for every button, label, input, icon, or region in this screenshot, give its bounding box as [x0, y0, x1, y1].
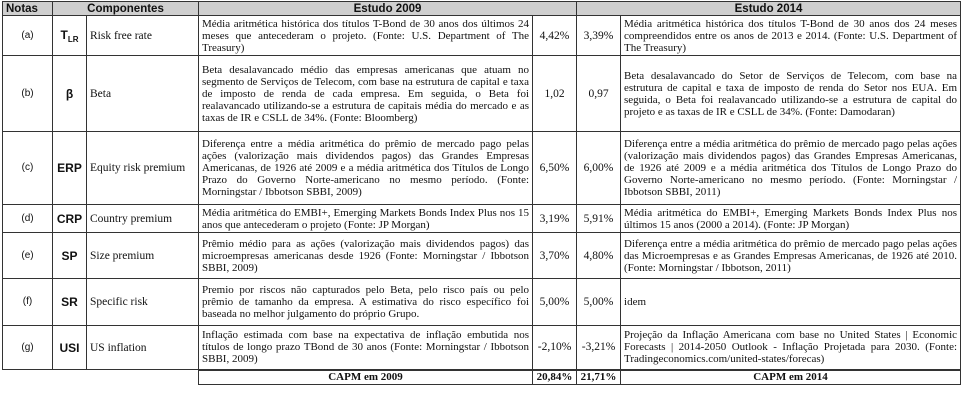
row-value-2009: 4,42%	[533, 16, 577, 56]
row-value-2009: -2,10%	[533, 326, 577, 370]
footer-blank	[53, 370, 87, 385]
row-value-2014: 3,39%	[577, 16, 621, 56]
row-symbol	[53, 205, 87, 233]
row-description-2014: Diferença entre a média aritmética do prêmio de mercado pago pelas ações (valorização mais dividendos pagos) das Grandes Empresas Americanas, de 1926 até 2009 e a média aritmética dos Títulos de Longo Prazo do Governo Norte-americano no mesmo período. (Fonte: Morningstar / Ibbotson SBBI, 2011)	[621, 132, 961, 205]
row-component: Specific risk	[87, 279, 199, 326]
row-symbol	[53, 132, 87, 205]
row-description-2014: Média aritmética histórica dos títulos T-Bond de 30 anos dos 24 meses compreendidos entre os anos de 2013 e 2014. (Fonte: U.S. Department of The Treasury)	[621, 16, 961, 56]
row-symbol	[53, 326, 87, 370]
row-description-2014: Beta desalavancado do Setor de Serviços de Telecom, com base na estrutura de capital e taxa de imposto de renda do Setor nos EUA. Em seguida, o Beta foi realavancado utilizando-se a estrutura de capital do projeto e as taxas de IR e CSLL de 34%. (Fonte: Damodaran)	[621, 56, 961, 132]
row-value-2009: 3,19%	[533, 205, 577, 233]
row-description-2009: Prêmio médio para as ações (valorização mais dividendos pagos) das microempresas americanas desde 1926 (Fonte: Morningstar / Ibbotson SBBI, 2009)	[199, 233, 533, 279]
row-component: Equity risk premium	[87, 132, 199, 205]
row-nota: (c)	[3, 132, 53, 205]
capm-2014-label: CAPM em 2014	[621, 370, 961, 385]
table-row	[3, 205, 961, 233]
row-description-2014: Diferença entre a média aritmética do prêmio de mercado pago pelas ações das Microempresas e as Grandes Empresas Americanas, de 1926 até 2010. (Fonte: Morningstar / Ibbotson, 2011)	[621, 233, 961, 279]
row-component: US inflation	[87, 326, 199, 370]
row-nota: (d)	[3, 205, 53, 233]
row-nota: (g)	[3, 326, 53, 370]
capm-2014-value: 21,71%	[577, 370, 621, 385]
row-value-2009: 3,70%	[533, 233, 577, 279]
row-value-2014: 0,97	[577, 56, 621, 132]
row-value-2014: 4,80%	[577, 233, 621, 279]
row-value-2014: -3,21%	[577, 326, 621, 370]
symbol-main: CRP	[56, 211, 83, 226]
row-nota: (f)	[3, 279, 53, 326]
symbol-main: ERP	[57, 161, 82, 175]
row-description-2009: Média aritmética histórica dos títulos T-Bond de 30 anos dos últimos 24 meses que antecederam o projeto. (Fonte: U.S. Department of The Treasury)	[199, 16, 533, 56]
row-value-2014: 6,00%	[577, 132, 621, 205]
row-component: Country premium	[87, 205, 199, 233]
row-symbol	[53, 279, 87, 326]
row-description-2014: idem	[621, 279, 961, 326]
row-description-2009: Beta desalavancado médio das empresas americanas que atuam no segmento de Serviços de Telecom, com base na estrutura de capital e taxa de imposto de renda de cada empresa. Em seguida, o Beta foi realavancado utilizando-se a estrutura de capitais média do mercado e as taxas de IR e CSLL de 34%. (Fonte: Bloomberg)	[199, 56, 533, 132]
table-row	[3, 16, 961, 56]
row-value-2009: 1,02	[533, 56, 577, 132]
row-symbol	[53, 16, 87, 56]
row-description-2014: Projeção da Inflação Americana com base no United States | Economic Forecasts | 2014-2050 Outlook - Inflação Projetada para 2030. (Fonte: Tradingeconomics.com/united-states/forecas)	[621, 326, 961, 370]
row-nota: (e)	[3, 233, 53, 279]
row-value-2014: 5,00%	[577, 279, 621, 326]
capm-2009-label: CAPM em 2009	[199, 370, 533, 385]
row-description-2009: Média aritmética do EMBI+, Emerging Markets Bonds Index Plus nos 15 anos que antecederam o projeto (Fonte: JP Morgan)	[199, 205, 533, 233]
symbol-main: USI	[59, 340, 80, 355]
symbol-main: SP	[61, 248, 78, 263]
symbol-main: T	[60, 27, 68, 42]
footer-blank	[3, 370, 53, 385]
row-value-2009: 5,00%	[533, 279, 577, 326]
row-component: Risk free rate	[87, 16, 199, 56]
row-description-2014: Média aritmética do EMBI+, Emerging Markets Bonds Index Plus nos últimos 15 anos (2000 a 2014). (Fonte: JP Morgan)	[621, 205, 961, 233]
row-nota: (b)	[3, 56, 53, 132]
footer-blank	[87, 370, 199, 385]
symbol-main: SR	[61, 295, 78, 309]
header-notas: Notas	[3, 2, 53, 16]
row-component: Beta	[87, 56, 199, 132]
capm-total-row	[3, 370, 961, 385]
row-nota: (a)	[3, 16, 53, 56]
header-estudo-2009: Estudo 2009	[199, 2, 577, 16]
row-component: Size premium	[87, 233, 199, 279]
capm-components-table	[2, 1, 961, 385]
row-value-2014: 5,91%	[577, 205, 621, 233]
table-row	[3, 233, 961, 279]
header-estudo-2014: Estudo 2014	[577, 2, 961, 16]
row-symbol	[53, 233, 87, 279]
symbol-subscript: LR	[67, 34, 79, 44]
row-description-2009: Premio por riscos não capturados pelo Beta, pelo risco país ou pelo prêmio de tamanho da empresa. A estimativa do risco específico foi baseada no melhor julgamento do próprio Grupo.	[199, 279, 533, 326]
table-row	[3, 326, 961, 370]
capm-table-container	[2, 1, 961, 385]
row-symbol	[53, 56, 87, 132]
table-row	[3, 132, 961, 205]
row-value-2009: 6,50%	[533, 132, 577, 205]
row-description-2009: Diferença entre a média aritmética do prêmio de mercado pago pelas ações (valorização mais dividendos pagos) das Grandes Empresas Americanas, de 1926 até 2009 e a média aritmética dos Títulos de Longo Prazo do Governo Norte-americano no mesmo período. (Fonte: Morningstar / Ibbotson SBBI, 2009)	[199, 132, 533, 205]
symbol-main: β	[65, 86, 74, 101]
table-row	[3, 56, 961, 132]
table-row	[3, 279, 961, 326]
capm-2009-value: 20,84%	[533, 370, 577, 385]
header-componentes: Componentes	[53, 2, 199, 16]
header-row	[3, 2, 961, 16]
row-description-2009: Inflação estimada com base na expectativa de inflação embutida nos títulos de longo prazo TBond de 30 anos (Fonte: Morningstar / Ibbotson SBBI, 2009)	[199, 326, 533, 370]
